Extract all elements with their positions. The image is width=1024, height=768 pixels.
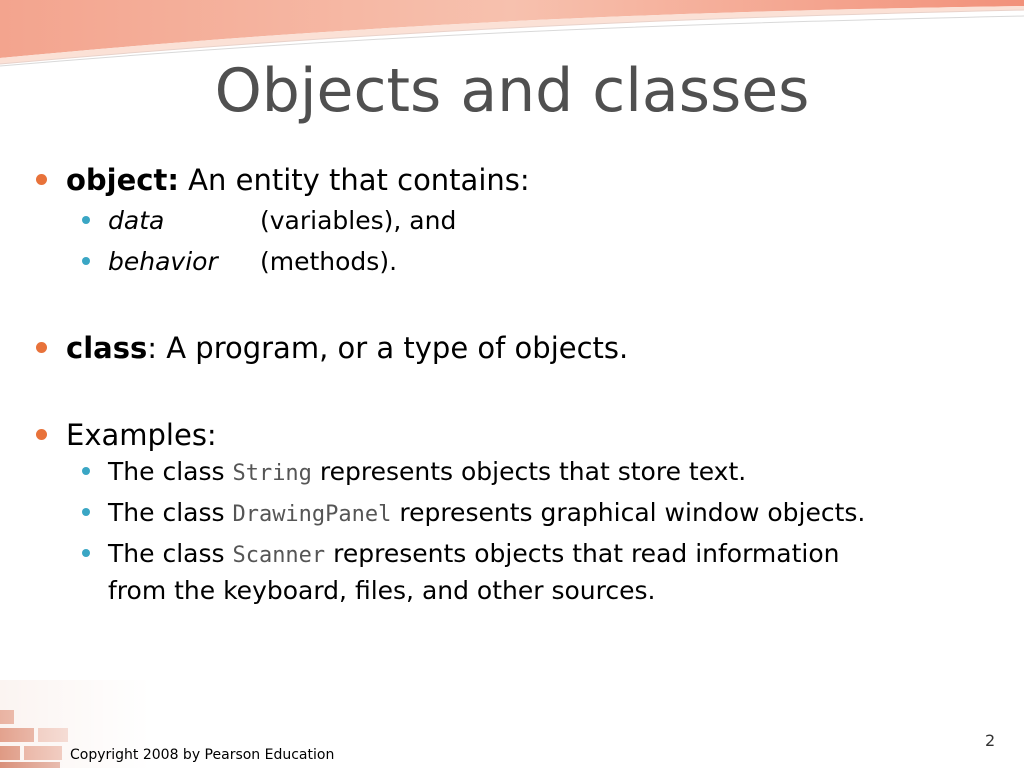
object-term: object: xyxy=(66,163,179,197)
bullet-dot-icon xyxy=(36,174,47,185)
example-prefix: The class xyxy=(108,498,233,527)
sub-bullet-dot-icon xyxy=(82,467,90,475)
sub-bullet-scanner-continuation xyxy=(108,576,655,605)
sub-bullet-data xyxy=(108,206,456,235)
sub-bullet-dot-icon xyxy=(82,257,90,265)
sub-bullet-dot-icon xyxy=(82,508,90,516)
sub-bullet-string xyxy=(108,457,746,486)
sub-bullet-drawingpanel xyxy=(108,498,865,527)
data-term: data xyxy=(108,206,165,235)
example-suffix: represents objects that read information xyxy=(325,539,840,568)
examples-heading: Examples: xyxy=(66,418,217,452)
page-number: 2 xyxy=(985,731,996,750)
bullet-dot-icon xyxy=(36,342,47,353)
class-definition: : A program, or a type of objects. xyxy=(147,331,629,365)
class-term: class xyxy=(66,331,148,365)
sub-bullet-behavior xyxy=(108,247,397,276)
copyright-notice: Copyright 2008 by Pearson Education xyxy=(70,747,335,763)
bullet-examples xyxy=(66,418,217,452)
bullet-object xyxy=(66,163,530,197)
behavior-description: (methods). xyxy=(260,247,398,276)
example-prefix: The class xyxy=(108,539,233,568)
class-name-scanner: Scanner xyxy=(232,543,326,568)
class-name-drawingpanel: DrawingPanel xyxy=(232,502,392,527)
example-prefix: The class xyxy=(108,457,233,486)
example-suffix: represents graphical window objects. xyxy=(391,498,866,527)
slide-title: Objects and classes xyxy=(214,56,810,126)
behavior-term: behavior xyxy=(108,247,218,276)
example-continuation: from the keyboard, files, and other sources. xyxy=(108,576,656,605)
class-name-string: String xyxy=(232,461,312,486)
sub-bullet-dot-icon xyxy=(82,216,90,224)
example-suffix: represents objects that store text. xyxy=(311,457,747,486)
object-definition: An entity that contains: xyxy=(178,163,530,197)
data-description: (variables), and xyxy=(260,206,457,235)
bullet-class xyxy=(66,331,628,365)
sub-bullet-dot-icon xyxy=(82,549,90,557)
sub-bullet-scanner xyxy=(108,539,840,568)
bullet-dot-icon xyxy=(36,429,47,440)
